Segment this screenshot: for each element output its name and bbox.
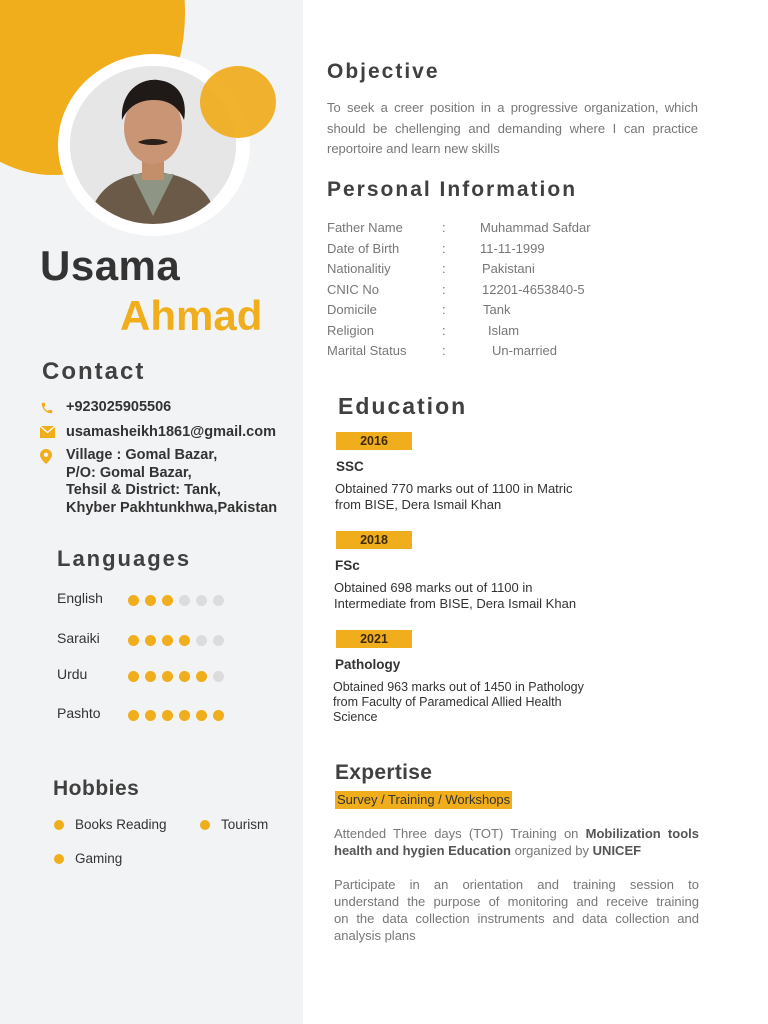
last-name: Ahmad (120, 292, 263, 339)
bullet-icon (54, 854, 64, 864)
rating-dot-filled (128, 671, 139, 682)
personal-info-row (327, 282, 627, 300)
first-name: Usama (40, 242, 181, 289)
sidebar (0, 0, 303, 1024)
hobby-label: Gaming (75, 851, 123, 866)
info-label: Date of Birth (327, 240, 400, 256)
language-rating (128, 710, 224, 721)
language-name: English (57, 590, 103, 606)
mail-icon (40, 424, 66, 438)
year-badge: 2021 (336, 630, 412, 648)
languages-heading: Languages (57, 546, 192, 571)
rating-dot-filled (179, 671, 190, 682)
education-description (335, 481, 573, 513)
rating-dot-empty (196, 635, 207, 646)
address-line: Tehsil & District: Tank, (66, 482, 221, 498)
rating-dot-filled (162, 635, 173, 646)
education-heading: Education (338, 393, 468, 419)
info-value: Tank (483, 302, 511, 317)
expertise-line (334, 842, 699, 859)
personal-info-heading: Personal Information (327, 178, 578, 201)
education-line: from Faculty of Paramedical Allied Health (333, 695, 562, 709)
hobby-label: Tourism (221, 817, 269, 832)
personal-info-row (327, 241, 627, 259)
hobby-label: Books Reading (75, 817, 167, 832)
expertise-line: understand the purpose of monitoring and receive training (334, 894, 699, 909)
info-separator: : (442, 322, 446, 338)
rating-dot-filled (128, 595, 139, 606)
objective-line: To seek a creer position in a progressive organization, which (327, 100, 698, 115)
expertise-line: analysis plans (334, 928, 416, 943)
personal-info-row (327, 220, 627, 238)
phone-icon (40, 399, 66, 415)
degree-title: FSc (335, 558, 360, 573)
phone-number: +923025905506 (66, 399, 172, 415)
personal-info-row (327, 302, 627, 320)
language-row (57, 630, 257, 648)
expertise-heading: Expertise (335, 761, 433, 784)
rating-dot-filled (145, 710, 156, 721)
info-separator: : (442, 281, 446, 297)
info-value: Islam (488, 322, 520, 338)
rating-dot-filled (179, 710, 190, 721)
rating-dot-empty (213, 635, 224, 646)
education-line: Science (333, 710, 378, 724)
rating-dot-filled (179, 635, 190, 646)
rating-dot-empty (179, 595, 190, 606)
info-label: Nationalitiy (327, 261, 391, 276)
rating-dot-filled (162, 595, 173, 606)
contact-email[interactable] (40, 424, 276, 442)
education-line: from BISE, Dera Ismail Khan (335, 497, 502, 512)
rating-dot-empty (213, 595, 224, 606)
language-row (57, 590, 257, 608)
hobbies-heading: Hobbies (53, 777, 140, 800)
info-value: Pakistani (482, 261, 535, 276)
info-label: CNIC No (327, 281, 380, 297)
email-address: usamasheikh1861@gmail.com (66, 424, 276, 440)
language-rating (128, 671, 224, 682)
contact-phone[interactable] (40, 399, 171, 417)
info-separator: : (442, 343, 446, 358)
language-rating (128, 635, 224, 646)
rating-dot-filled (145, 671, 156, 682)
expertise-paragraph (334, 876, 699, 944)
bold-run: health and hygien Education (334, 843, 511, 858)
rating-dot-filled (196, 671, 207, 682)
education-description (334, 580, 576, 612)
language-name: Urdu (57, 666, 88, 682)
rating-dot-empty (213, 671, 224, 682)
info-value: 11-11-1999 (480, 240, 545, 256)
contact-address (40, 447, 277, 517)
location-pin-icon (40, 447, 66, 464)
bold-run: Mobilization tools (585, 826, 699, 841)
year-badge: 2018 (336, 531, 412, 549)
info-separator: : (442, 240, 446, 256)
contact-heading: Contact (42, 358, 146, 385)
hobby-item (200, 817, 268, 832)
objective-line: reportoire and learn new skills (327, 141, 500, 156)
language-row (57, 705, 257, 723)
bullet-icon (200, 820, 210, 830)
education-description (333, 680, 584, 725)
expertise-line (334, 825, 699, 842)
accent-circle (200, 66, 276, 138)
info-separator: : (442, 220, 446, 235)
rating-dot-filled (162, 671, 173, 682)
text-run: organized by (514, 843, 590, 858)
info-separator: : (442, 261, 446, 276)
education-line: Intermediate from BISE, Dera Ismail Khan (334, 596, 577, 611)
hobby-item (54, 817, 167, 832)
expertise-line: on the data collection instruments and data collection and (334, 911, 699, 926)
objective-heading: Objective (327, 60, 440, 83)
rating-dot-empty (196, 595, 207, 606)
language-rating (128, 595, 224, 606)
info-label: Religion (327, 322, 374, 338)
rating-dot-filled (145, 635, 156, 646)
info-value: Un-married (492, 343, 558, 358)
info-label: Father Name (327, 220, 403, 235)
degree-title: SSC (336, 459, 364, 474)
education-line: Obtained 698 marks out of 1100 in (334, 580, 533, 595)
rating-dot-filled (145, 595, 156, 606)
expertise-line: Participate in an orientation and training session to (334, 877, 699, 892)
personal-info-row (327, 343, 627, 361)
text-run: Attended Three days (TOT) Training on (334, 826, 579, 841)
rating-dot-filled (196, 710, 207, 721)
address-line: Khyber Pakhtunkhwa,Pakistan (66, 499, 278, 516)
info-separator: : (442, 302, 446, 317)
bullet-icon (54, 820, 64, 830)
language-name: Pashto (57, 705, 101, 721)
info-label: Domicile (327, 302, 377, 317)
rating-dot-filled (128, 635, 139, 646)
info-value: Muhammad Safdar (480, 220, 591, 235)
bold-run: UNICEF (592, 843, 642, 858)
rating-dot-filled (128, 710, 139, 721)
hobby-item (54, 851, 122, 866)
info-value: 12201-4653840-5 (482, 281, 585, 297)
address-text (66, 447, 277, 517)
address-line: Village : Gomal Bazar, (66, 447, 218, 463)
info-label: Marital Status (327, 343, 407, 358)
language-row (57, 666, 257, 684)
language-name: Saraiki (57, 630, 100, 646)
education-line: Obtained 963 marks out of 1450 in Pathology (333, 680, 584, 694)
degree-title: Pathology (335, 657, 401, 672)
rating-dot-filled (213, 710, 224, 721)
objective-text (327, 98, 698, 160)
personal-info-row (327, 323, 627, 341)
expertise-tag: Survey / Training / Workshops (337, 792, 511, 807)
address-line: P/O: Gomal Bazar, (66, 464, 192, 481)
objective-line: should be chellenging and demanding where I can practice (327, 120, 698, 136)
rating-dot-filled (162, 710, 173, 721)
year-badge: 2016 (336, 432, 412, 450)
expertise-paragraph (334, 825, 699, 859)
education-line: Obtained 770 marks out of 1100 in Matric (335, 481, 573, 496)
personal-info-row (327, 261, 627, 279)
